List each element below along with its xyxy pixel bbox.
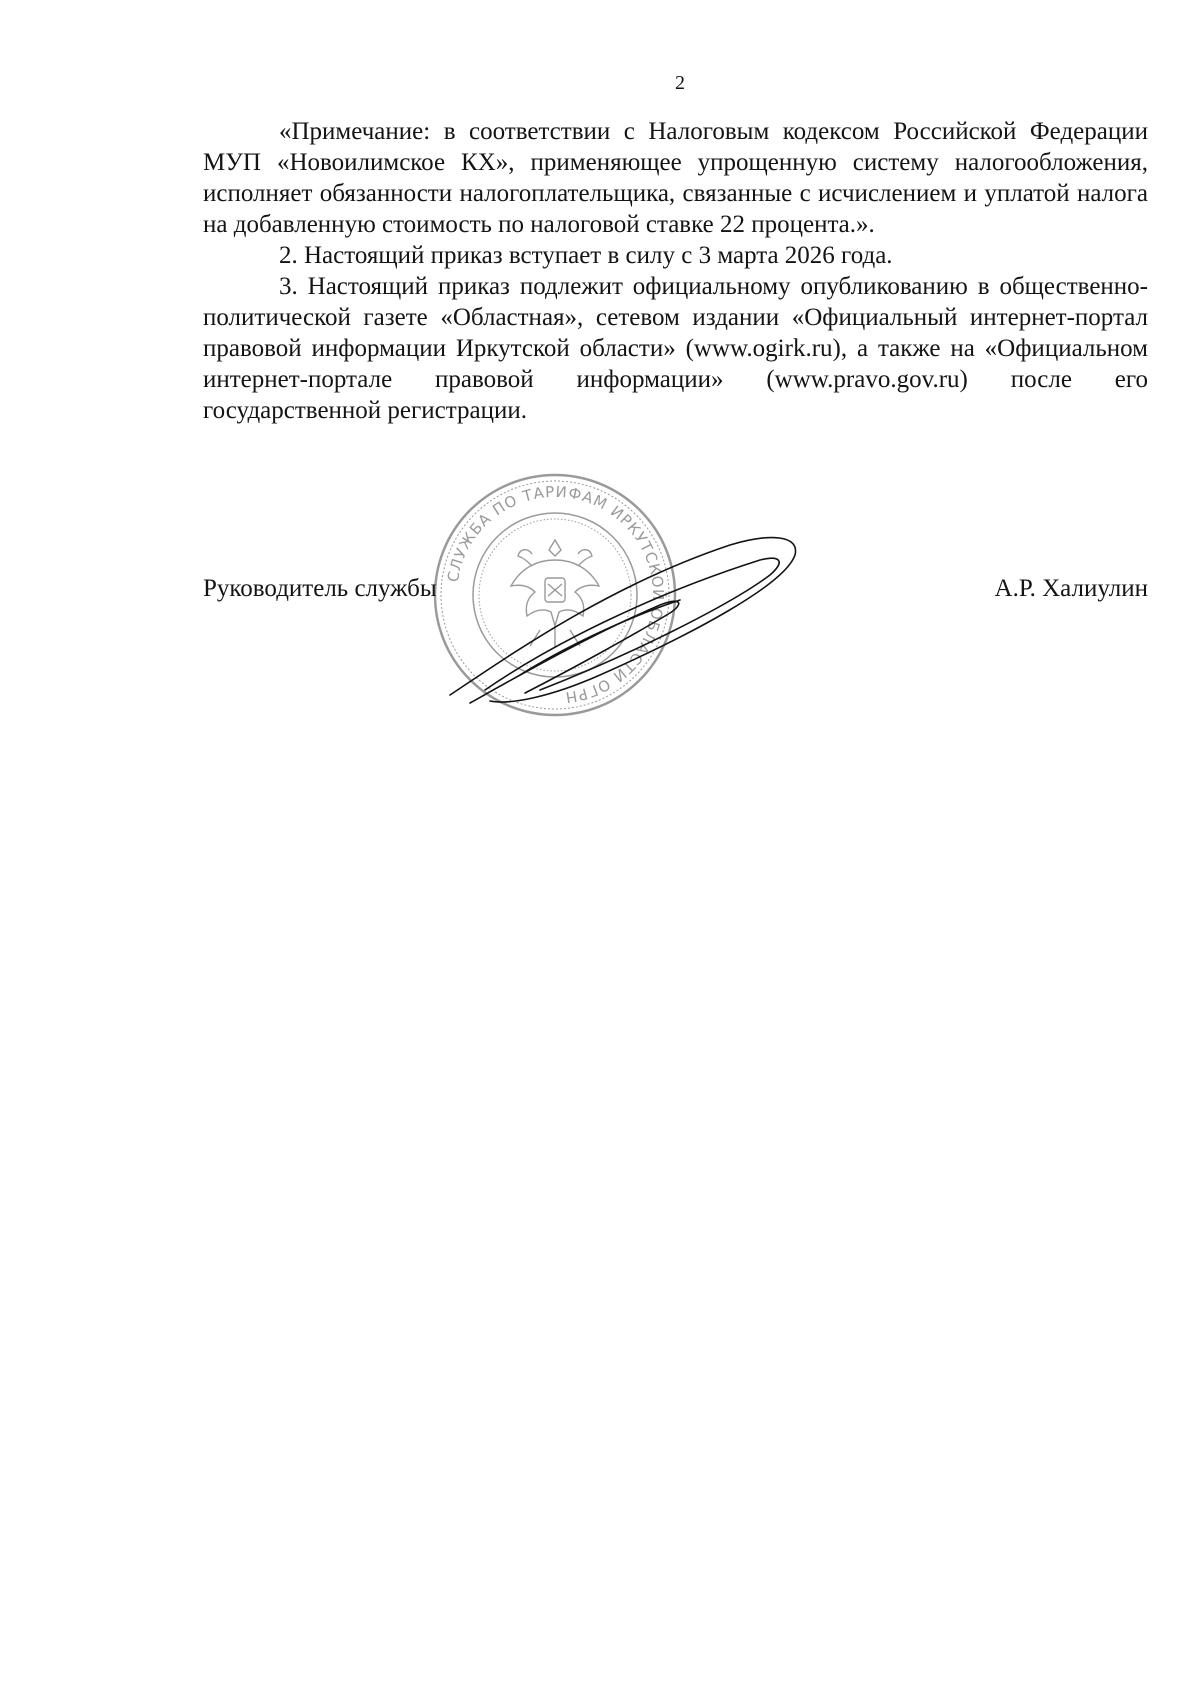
signer-name: А.Р. Халиулин [994,575,1148,602]
paragraph-2: 2. Настоящий приказ вступает в силу с 3 марта 2026 года. [279,242,893,269]
signer-position: Руководитель службы [203,575,437,602]
order-text [203,116,1148,426]
seal-text: СЛУЖБА ПО ТАРИФАМ ИРКУТСКОЙ ОБЛАСТИ ОГРН [443,482,668,707]
handwritten-signature [430,525,830,725]
note-paragraph: «Примечание: в соответствии с Налоговым кодексом Российской Федерации МУП «Новоилимское КХ», применяющее упрощенную систему налогообложения, исполняет обязанности налогоплательщика, связанные с исчислением и уплатой налога на добавленную стоимость по налоговой ставке 22 процента.». [203,118,1148,238]
paragraph-3: 3. Настоящий приказ подлежит официальному опубликованию в общественно-политической газете «Областная», сетевом издании «Официальный интернет-портал правовой информации Иркутской области» (www.ogirk.ru), а также на «Официальном интернет-портале правовой информации» (www.pravo.gov.ru) после его государственной регистрации. [203,273,1148,424]
page-number: 2 [675,72,685,94]
